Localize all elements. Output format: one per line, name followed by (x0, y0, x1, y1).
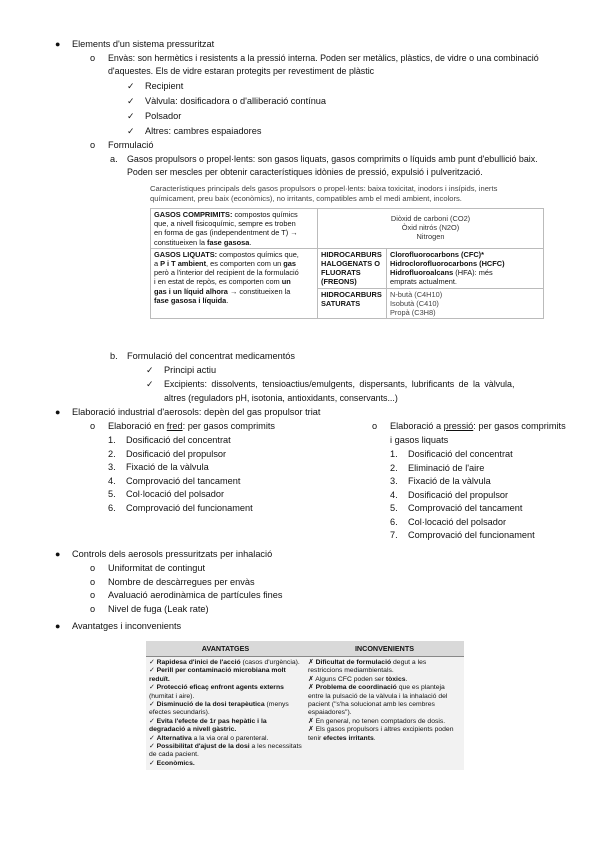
list-item-text: Col·locació del polsador (408, 516, 507, 527)
section-title-elaboracio: Elaboració industrial d'aerosols: depèn del gas propulsor triat (72, 407, 321, 417)
comprimits-desc: GASOS COMPRIMITS: compostos químics que, a nivell fisicoquímic, sempre es troben en forma de gas (independentment de T) → constitueixen la fase gasosa. (151, 209, 318, 249)
circle-bullet: o (90, 590, 96, 600)
saturats-values: N-butà (C4H10) Isobutà (C410) Propà (C3H8) (387, 288, 544, 319)
bullet: ● (55, 549, 61, 559)
circle-bullet: o (90, 576, 96, 587)
caption-line: Característiques principals dels gasos propulsors o propel·lents: baixa toxicitat, inodors i insípids, inerts (150, 184, 498, 193)
saturats-label: HIDROCARBURS SATURATS (318, 288, 387, 319)
list-item-text: Dosificació del concentrat (126, 435, 231, 445)
inconvenients-header: INCONVENIENTS (305, 641, 464, 657)
list-item-text: Fixació de la vàlvula (126, 462, 209, 472)
list-number: 6. (108, 502, 116, 513)
list-item-text: Nivel de fuga (Leak rate) (108, 603, 209, 614)
concentrat-heading: Formulació del concentrat medicamentós (127, 351, 296, 361)
check-icon: ✓ (127, 126, 135, 136)
list-item: Altres: cambres espaiadores (145, 126, 262, 136)
list-number: 3. (390, 476, 398, 486)
list-number: 4. (390, 489, 398, 500)
list-item-text: Dosificació del propulsor (408, 489, 509, 500)
table-row (151, 248, 544, 288)
bullet: ● (55, 621, 61, 631)
halogenats-values: Clorofluorocarbons (CFC)* Hidroclorofluorocarbons (HCFC) Hidrofluoroalcans (HFA): més emprats actualment. (387, 248, 544, 288)
check-icon: ✓ (146, 379, 154, 389)
caption-line: químicament, preu baix (econòmics), no irritants, compatibles amb el medi ambient, incolors. (150, 193, 462, 203)
circle-bullet: o (90, 603, 96, 614)
list-item: Principi actiu (164, 365, 217, 375)
list-item-text: Dosificació del propulsor (126, 448, 227, 459)
section-title-controls: Controls dels aerosols pressuritzats per inhalació (72, 549, 273, 559)
inconvenients-col: ✗ Dificultat de formulació degut a les restriccions mediambientals. ✗ Alguns CFC poden ser tòxics. ✗ Problema de coordinació que es planteja entre la pulsació de la vàlvula i la inhalació del pacient ("s'ha solucionat amb les cembres espaiadores"). ✗ En general, no tenen comptadors de dosis. ✗ Els gasos propulsors i altres excipients poden tenir efectes irritants. (308, 659, 454, 742)
list-number: 2. (390, 462, 398, 473)
list-number: 2. (108, 448, 116, 459)
table-caption (150, 184, 550, 203)
list-number: 4. (108, 475, 116, 486)
list-item-text: Nombre de descàrregues per envàs (108, 576, 255, 587)
list-item-text: Avaluació aerodinàmica de partícules fines (108, 590, 283, 600)
check-icon: ✓ (127, 96, 135, 106)
list-letter: a. (110, 154, 118, 164)
list-item-cont: altres (reguladors pH, isotonia, antioxidants, conservants...) (164, 393, 398, 403)
list-number: 5. (108, 489, 116, 499)
list-number: 7. (390, 530, 398, 540)
check-icon: ✓ (146, 365, 154, 375)
section-title-avantatges: Avantatges i inconvenients (72, 621, 182, 631)
list-item: Excipients: dissolvents, tensioactius/emulgents, dispersants, lubrificants de la vàlvula, (164, 379, 515, 389)
formulacio-heading: Formulació (108, 140, 154, 150)
list-item: Vàlvula: dosificadora o d'alliberació contínua (145, 96, 327, 106)
circle-bullet: o (90, 140, 96, 150)
check-icon: ✓ (127, 81, 135, 91)
table-row (151, 209, 544, 249)
list-item-text: Fixació de la vàlvula (408, 476, 491, 486)
check-icon: ✓ (127, 111, 135, 121)
list-number: 6. (390, 516, 398, 527)
list-item-text: Comprovació del tancament (408, 503, 523, 513)
section-title-elements: Elements d'un sistema pressuritzat (72, 39, 215, 49)
propulsors-text-2: Poden ser mescles per obtenir característiques idònies de pressió, expulsió i pulverització. (127, 167, 483, 177)
liquats-desc: GASOS LIQUATS: compostos químics que, a P i T ambient, es comporten com un gas però a l'interior del recipient de la formulació i en estat de repòs, es comporten com un gas i un líquid alhora → constitueixen la fase gasosa i líquida. (151, 248, 318, 318)
list-item-text: Comprovació del funcionament (126, 502, 253, 513)
list-number: 3. (108, 462, 116, 472)
list-item-text: Dosificació del concentrat (408, 449, 513, 459)
envas-text-2: d'aquestes. Els de vidre estaran protegits per revestiment de plàstic (108, 66, 375, 76)
list-item-text: Col·locació del polsador (126, 489, 225, 499)
pressio-heading-2: i gasos liquats (390, 435, 449, 445)
gas-table (150, 208, 544, 319)
fred-heading: Elaboració en fred: per gasos comprimits (108, 421, 276, 431)
bullet: ● (55, 39, 61, 49)
list-number: 1. (108, 435, 116, 445)
circle-bullet: o (372, 421, 378, 431)
comprimits-values: Diòxid de carboni (CO2) Òxid nitrós (N2O) Nitrogen (318, 209, 544, 249)
avantatges-col: ✓ Rapidesa d'inici de l'acció (casos d'urgència). ✓ Perill per contaminació microbiana molt reduït. ✓ Protecció eficaç enfront agents externs (humitat i aire). ✓ Disminució de la dosi terapèutica (menys efectes secundaris). ✓ Evita l'efecte de 1r pas hepàtic i la degradació a nivell gàstric. ✓ Alternativa a la via oral o parenteral. ✓ Possibilitat d'ajust de la dosi a les necessitats de cada pacient. ✓ Econòmics. (149, 659, 302, 767)
circle-bullet: o (90, 421, 96, 431)
envas-text: Envàs: son hermètics i resistents a la pressió interna. Poden ser metàlics, plàstics, de vidre o una combinació (108, 53, 539, 63)
avantatges-header: AVANTATGES (146, 641, 305, 657)
circle-bullet: o (90, 53, 96, 63)
list-item-text: Comprovació del tancament (126, 475, 241, 486)
list-item-text: Uniformitat de contingut (108, 563, 206, 573)
halogenats-label: HIDROCARBURS HALOGENATS O FLUORATS (FREONS) (318, 248, 387, 288)
list-item: Polsador (145, 111, 182, 121)
list-number: 1. (390, 449, 398, 459)
list-number: 5. (390, 503, 398, 513)
list-item: Recipient (145, 81, 184, 91)
circle-bullet: o (90, 563, 96, 573)
list-item-text: Eliminació de l'aire (408, 462, 485, 473)
propulsors-text: Gasos propulsors o propel·lents: son gasos liquats, gasos comprimits o líquids amb punt d'ebullició baix. (127, 154, 538, 164)
avantatges-table (146, 641, 464, 770)
pressio-heading: Elaboració a pressió: per gasos comprimits (390, 421, 566, 431)
list-letter: b. (110, 351, 118, 361)
list-item-text: Comprovació del funcionament (408, 530, 535, 540)
bullet: ● (55, 407, 61, 417)
